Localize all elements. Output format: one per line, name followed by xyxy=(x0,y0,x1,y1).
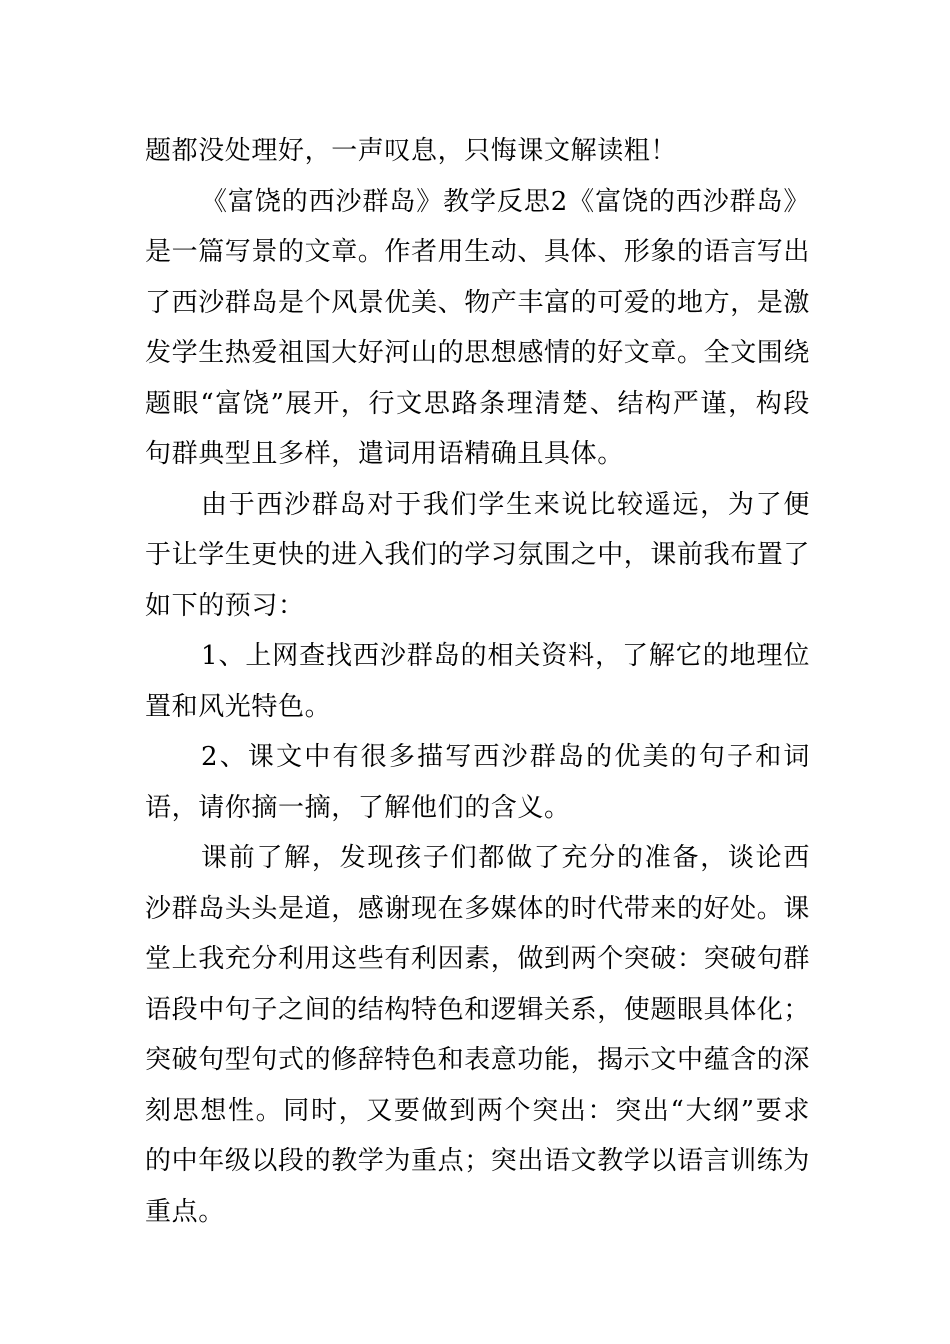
paragraph-list-item-1: 1、上网查找西沙群岛的相关资料，了解它的地理位置和风光特色。 xyxy=(145,641,810,722)
paragraph-reflection-intro: 《富饶的西沙群岛》教学反思2《富饶的西沙群岛》是一篇写景的文章。作者用生动、具体、形象的语言写出了西沙群岛是个风景优美、物产丰富的可爱的地方，是激发学生热爱祖国大好河山的思想感情的好文章。全文围绕题眼“富饶”展开，行文思路条理清楚、结构严谨，构段句群典型且多样，遣词用语精确且具体。 xyxy=(145,186,811,469)
paragraph-preview-assignment: 由于西沙群岛对于我们学生来说比较遥远，为了便于让学生更快的进入我们的学习氛围之中，课前我布置了如下的预习： xyxy=(145,489,811,621)
paragraph-classroom-summary: 课前了解，发现孩子们都做了充分的准备，谈论西沙群岛头头是道，感谢现在多媒体的时代带来的好处。课堂上我充分利用这些有利因素，做到两个突破：突破句群语段中句子之间的结构特色和逻辑关系，使题眼具体化；突破句型句式的修辞特色和表意功能，揭示文中蕴含的深刻思想性。同时，又要做到两个突出：突出“大纲”要求的中年级以段的教学为重点；突出语文教学以语言训练为重点。 xyxy=(145,843,811,1227)
document-body xyxy=(145,126,810,1237)
paragraph-continuation: 题都没处理好，一声叹息，只悔课文解读粗！ xyxy=(145,136,678,166)
paragraph-list-item-2: 2、课文中有很多描写西沙群岛的优美的句子和词语，请你摘一摘，了解他们的含义。 xyxy=(145,742,810,823)
